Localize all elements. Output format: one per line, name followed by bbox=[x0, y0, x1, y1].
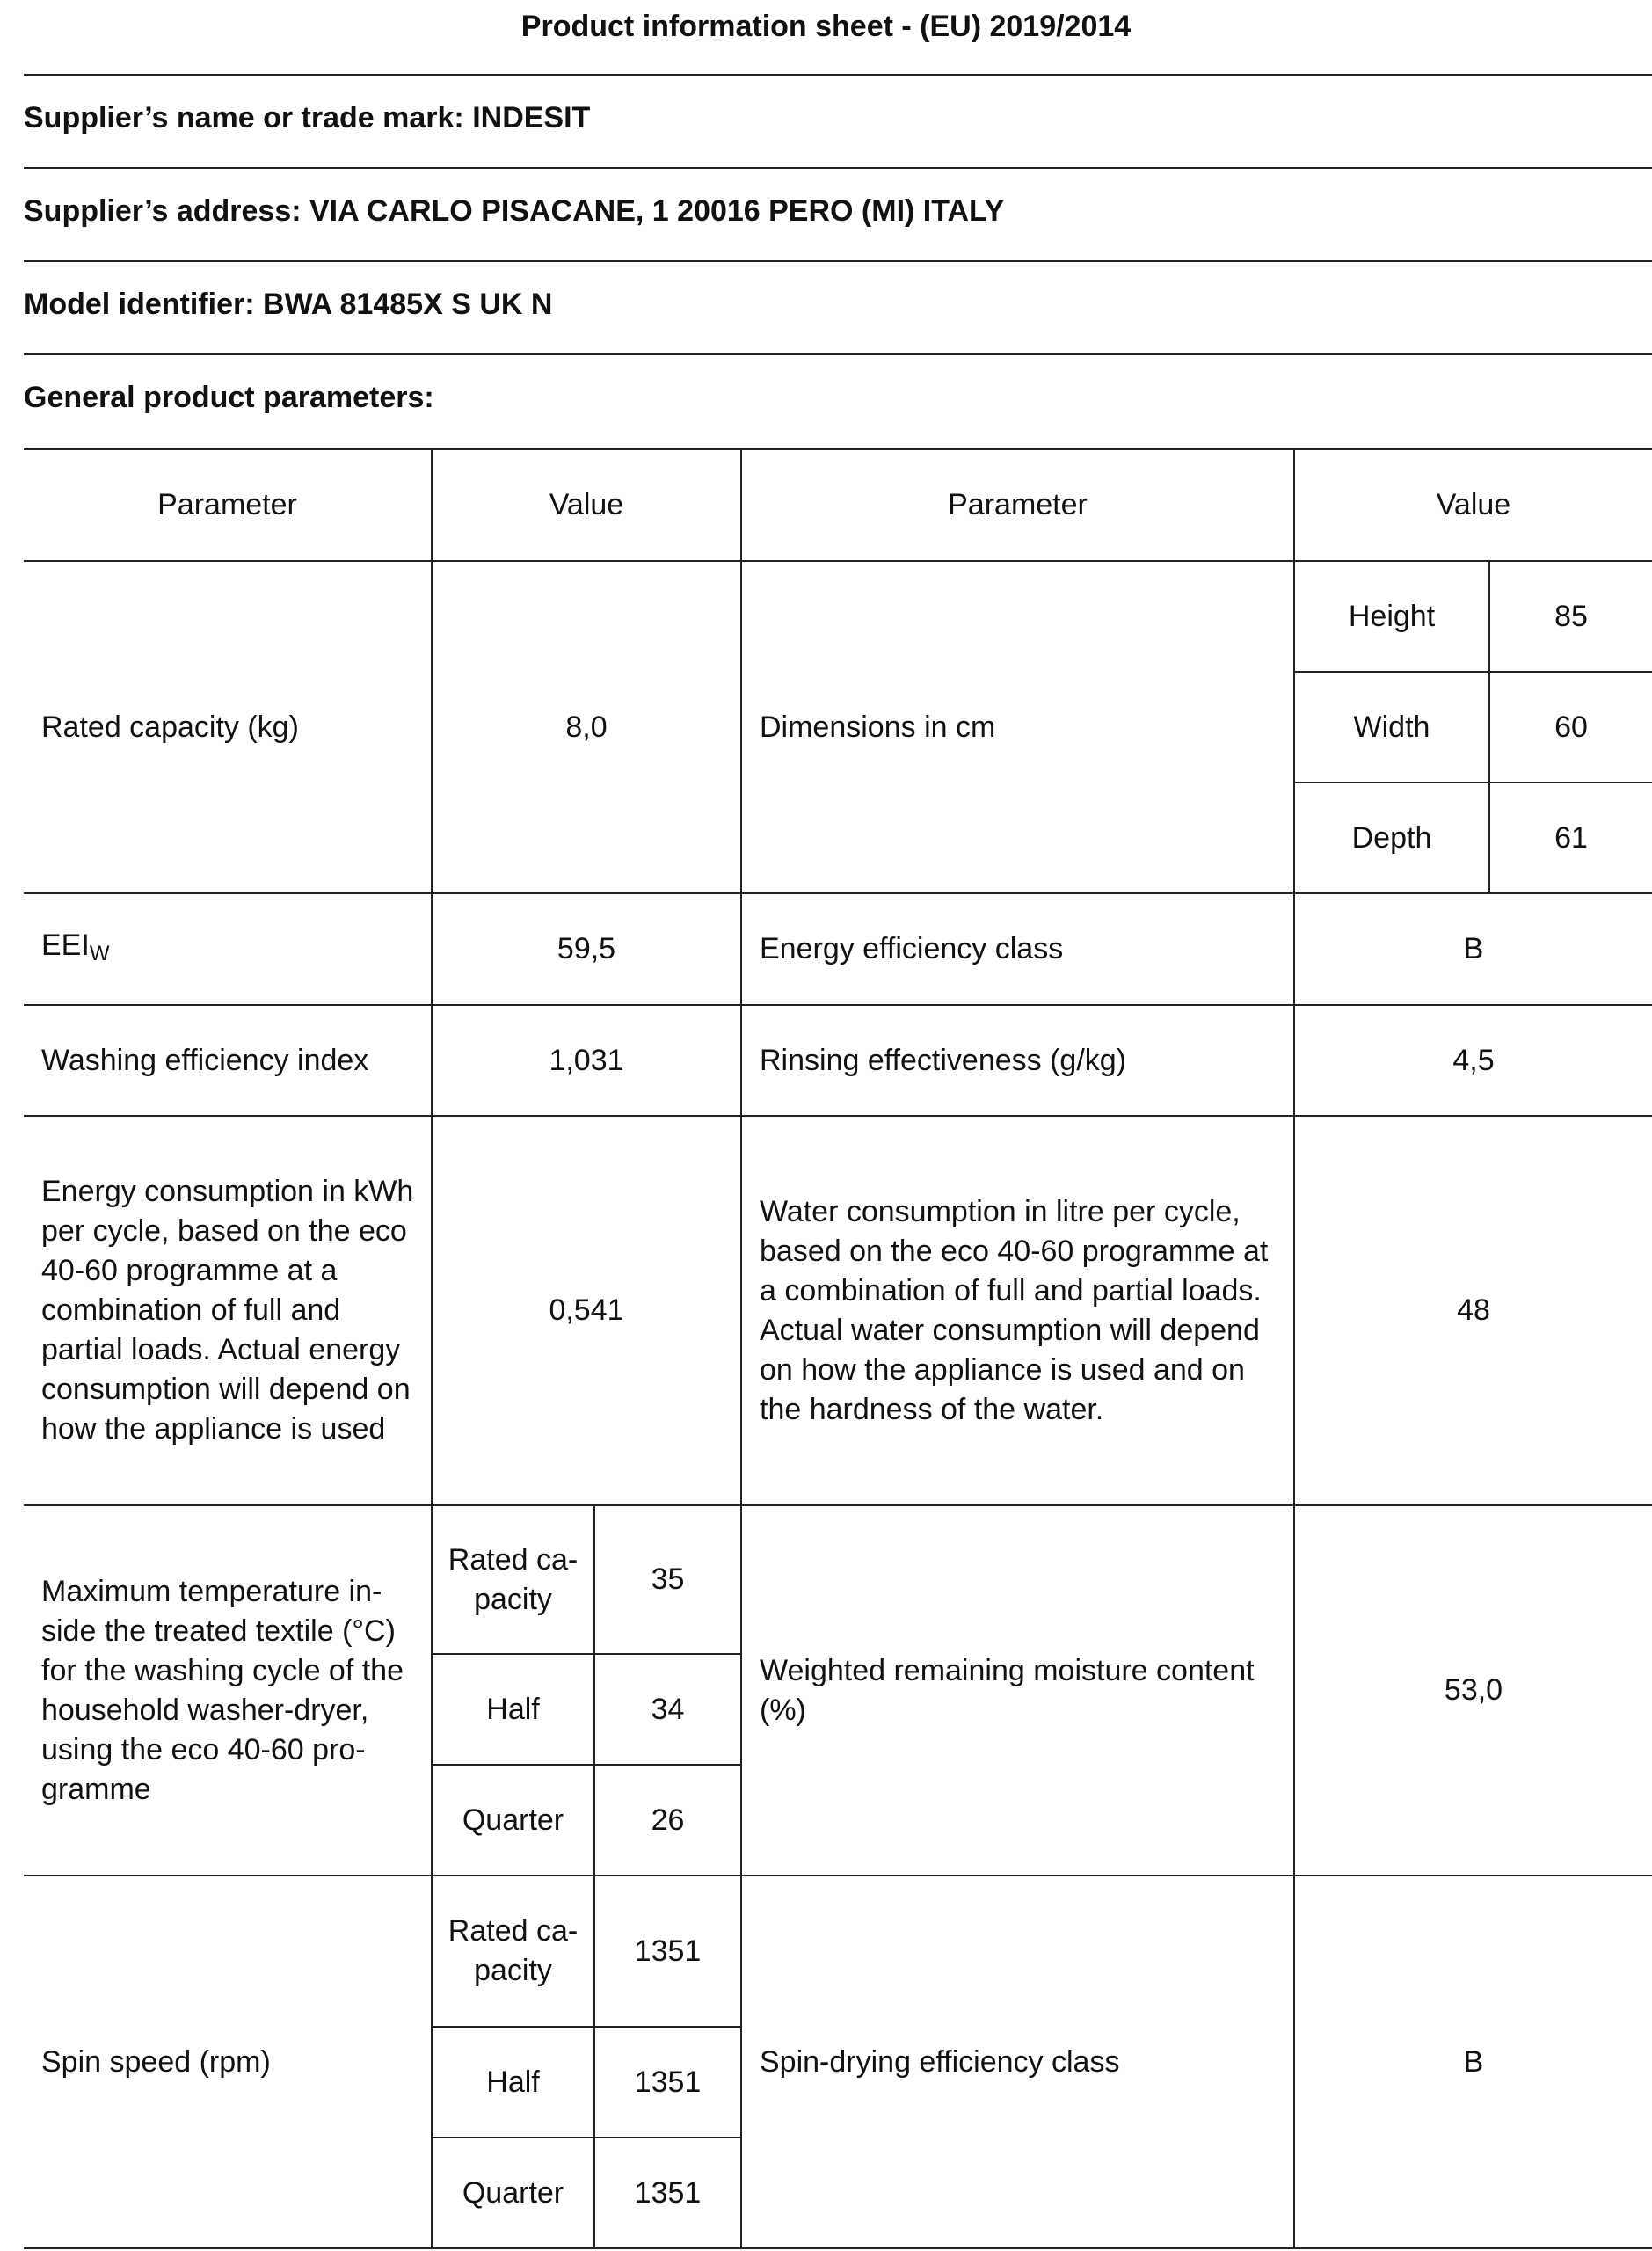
rated-capacity-value: 8,0 bbox=[432, 561, 741, 893]
max-temp-rated-value: 35 bbox=[594, 1505, 741, 1654]
spin-half-value: 1351 bbox=[594, 2027, 741, 2138]
depth-value: 61 bbox=[1489, 783, 1652, 893]
eeiw-value: 59,5 bbox=[432, 893, 741, 1005]
washing-index-label: Washing efficiency index bbox=[24, 1005, 432, 1116]
spin-rated-label: Rated capacity bbox=[432, 1876, 594, 2027]
divider bbox=[24, 74, 1652, 76]
energy-consumption-value: 0,541 bbox=[432, 1116, 741, 1505]
washing-index-value: 1,031 bbox=[432, 1005, 741, 1116]
height-label: Height bbox=[1294, 561, 1489, 672]
max-temp-rated-label: Rated capacity bbox=[432, 1505, 594, 1654]
water-consumption-label: Water consumption in litre per cycle, based on the eco 40-60 programme at a combination of full and partial loads. Actual water consumption will depend on how the appliance is used and on the hardness of the water. bbox=[741, 1116, 1294, 1505]
page-title: Product information sheet - (EU) 2019/2014 bbox=[520, 10, 1132, 43]
width-label: Width bbox=[1294, 672, 1489, 783]
spin-half-label: Half bbox=[432, 2027, 594, 2138]
spin-quarter-value: 1351 bbox=[594, 2138, 741, 2248]
model-identifier-label: Model identifier: bbox=[24, 288, 255, 321]
eeiw-label bbox=[24, 893, 432, 1005]
energy-consumption-label: Energy consumption in kWh per cycle, based on the eco 40-60 programme at a combination of full and partial loads. Actual energy consumption will depend on how the appliance is used bbox=[24, 1116, 432, 1505]
table-row bbox=[24, 1116, 1652, 1505]
divider bbox=[24, 353, 1652, 355]
spin-quarter-label: Quarter bbox=[432, 2138, 594, 2248]
eeiw-label-sub: W bbox=[89, 941, 110, 965]
max-temp-half-value: 34 bbox=[594, 1654, 741, 1765]
moisture-value: 53,0 bbox=[1294, 1505, 1652, 1876]
model-identifier-value: BWA 81485X S UK N bbox=[263, 288, 553, 321]
water-consumption-value: 48 bbox=[1294, 1116, 1652, 1505]
moisture-label: Weighted remaining moisture content (%) bbox=[741, 1505, 1294, 1876]
spin-rated-value: 1351 bbox=[594, 1876, 741, 2027]
rated-capacity-label: Rated capacity (kg) bbox=[24, 561, 432, 893]
header-parameter: Parameter bbox=[741, 449, 1294, 561]
header-value: Value bbox=[432, 449, 741, 561]
spin-speed-label: Spin speed (rpm) bbox=[24, 1876, 432, 2248]
supplier-name-line bbox=[24, 98, 590, 137]
height-value: 85 bbox=[1489, 561, 1652, 672]
table-row bbox=[24, 1876, 1652, 2027]
dimensions-label: Dimensions in cm bbox=[741, 561, 1294, 893]
eeiw-label-main: EEI bbox=[41, 928, 90, 962]
header-value: Value bbox=[1294, 449, 1652, 561]
supplier-address-value: VIA CARLO PISACANE, 1 20016 PERO (MI) ITALY bbox=[309, 194, 1005, 228]
divider bbox=[24, 260, 1652, 262]
max-temp-quarter-value: 26 bbox=[594, 1765, 741, 1876]
supplier-name-label: Supplier’s name or trade mark: bbox=[24, 101, 464, 135]
table-row bbox=[24, 893, 1652, 1005]
spin-class-label: Spin-drying efficiency class bbox=[741, 1876, 1294, 2248]
header-parameter: Parameter bbox=[24, 449, 432, 561]
general-parameters-heading: General product parameters: bbox=[24, 381, 434, 414]
divider bbox=[24, 167, 1652, 169]
spin-class-value: B bbox=[1294, 1876, 1652, 2248]
model-identifier-line bbox=[24, 285, 552, 324]
parameters-table bbox=[24, 448, 1652, 2249]
table-row bbox=[24, 1005, 1652, 1116]
rinsing-value: 4,5 bbox=[1294, 1005, 1652, 1116]
max-temp-quarter-label: Quarter bbox=[432, 1765, 594, 1876]
table-header-row bbox=[24, 449, 1652, 561]
energy-class-value: B bbox=[1294, 893, 1652, 1005]
rinsing-label: Rinsing effectiveness (g/kg) bbox=[741, 1005, 1294, 1116]
max-temp-half-label: Half bbox=[432, 1654, 594, 1765]
supplier-address-line bbox=[24, 192, 1004, 230]
supplier-name-value: INDESIT bbox=[472, 101, 591, 135]
table-row bbox=[24, 1505, 1652, 1654]
supplier-address-label: Supplier’s address: bbox=[24, 194, 302, 228]
energy-class-label: Energy efficiency class bbox=[741, 893, 1294, 1005]
max-temperature-label: Maximum temperature inside the treated textile (°C) for the washing cycle of the household washer-dryer, using the eco 40-60 programme bbox=[24, 1505, 432, 1876]
table-row bbox=[24, 561, 1652, 672]
width-value: 60 bbox=[1489, 672, 1652, 783]
depth-label: Depth bbox=[1294, 783, 1489, 893]
